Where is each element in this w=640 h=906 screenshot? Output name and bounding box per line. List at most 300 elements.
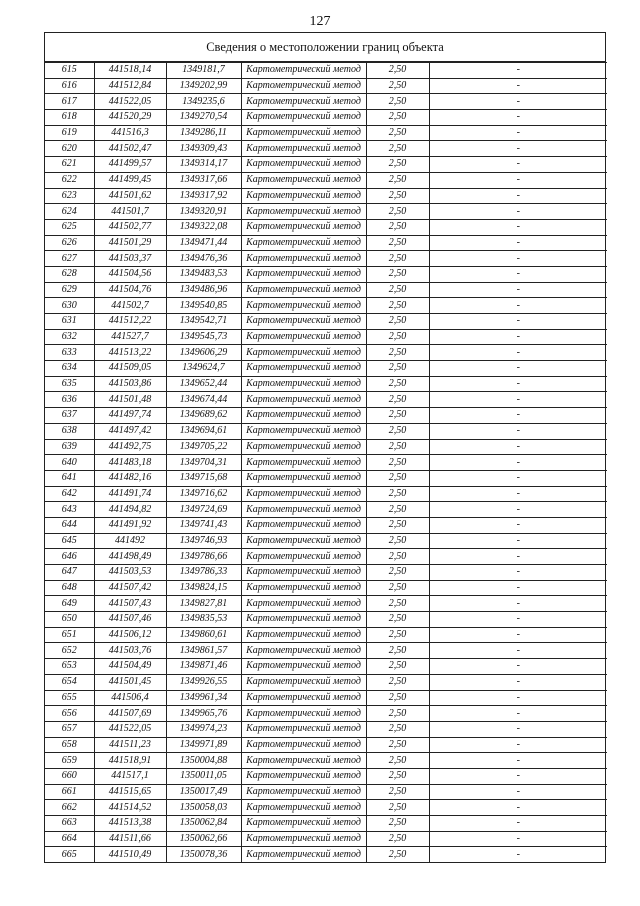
point-number-cell: 619	[45, 125, 94, 141]
x-coordinate-cell: 441501,7	[94, 204, 166, 220]
x-coordinate-cell: 441504,76	[94, 282, 166, 298]
method-cell: Картометрический метод	[241, 659, 366, 675]
y-coordinate-cell: 1350078,36	[166, 847, 241, 862]
method-cell: Картометрический метод	[241, 784, 366, 800]
point-number-cell: 664	[45, 831, 94, 847]
table-row	[45, 470, 607, 486]
y-coordinate-cell: 1349835,53	[166, 612, 241, 628]
method-cell: Картометрический метод	[241, 392, 366, 408]
method-cell: Картометрический метод	[241, 847, 366, 862]
description-cell: -	[429, 376, 607, 392]
description-cell: -	[429, 580, 607, 596]
method-cell: Картометрический метод	[241, 110, 366, 126]
point-number-cell: 643	[45, 502, 94, 518]
method-cell: Картометрический метод	[241, 423, 366, 439]
method-cell: Картометрический метод	[241, 314, 366, 330]
x-coordinate-cell: 441527,7	[94, 329, 166, 345]
description-cell: -	[429, 141, 607, 157]
accuracy-cell: 2,50	[366, 596, 429, 612]
table-row	[45, 612, 607, 628]
point-number-cell: 637	[45, 408, 94, 424]
accuracy-cell: 2,50	[366, 439, 429, 455]
accuracy-cell: 2,50	[366, 706, 429, 722]
table-row	[45, 314, 607, 330]
accuracy-cell: 2,50	[366, 674, 429, 690]
accuracy-cell: 2,50	[366, 251, 429, 267]
accuracy-cell: 2,50	[366, 455, 429, 471]
y-coordinate-cell: 1349624,7	[166, 361, 241, 377]
x-coordinate-cell: 441507,42	[94, 580, 166, 596]
description-cell: -	[429, 439, 607, 455]
table-row	[45, 266, 607, 282]
table-row	[45, 392, 607, 408]
method-cell: Картометрический метод	[241, 580, 366, 596]
point-number-cell: 621	[45, 157, 94, 173]
table-row	[45, 847, 607, 862]
point-number-cell: 653	[45, 659, 94, 675]
y-coordinate-cell: 1350058,03	[166, 800, 241, 816]
y-coordinate-cell: 1349286,11	[166, 125, 241, 141]
table-row	[45, 502, 607, 518]
point-number-cell: 651	[45, 627, 94, 643]
x-coordinate-cell: 441511,66	[94, 831, 166, 847]
x-coordinate-cell: 441502,47	[94, 141, 166, 157]
y-coordinate-cell: 1349320,91	[166, 204, 241, 220]
x-coordinate-cell: 441501,48	[94, 392, 166, 408]
accuracy-cell: 2,50	[366, 768, 429, 784]
boundary-table-frame	[44, 32, 606, 863]
accuracy-cell: 2,50	[366, 690, 429, 706]
accuracy-cell: 2,50	[366, 643, 429, 659]
accuracy-cell: 2,50	[366, 141, 429, 157]
x-coordinate-cell: 441483,18	[94, 455, 166, 471]
point-number-cell: 638	[45, 423, 94, 439]
point-number-cell: 645	[45, 533, 94, 549]
description-cell: -	[429, 517, 607, 533]
y-coordinate-cell: 1349317,66	[166, 172, 241, 188]
accuracy-cell: 2,50	[366, 784, 429, 800]
description-cell: -	[429, 706, 607, 722]
accuracy-cell: 2,50	[366, 172, 429, 188]
description-cell: -	[429, 110, 607, 126]
y-coordinate-cell: 1349542,71	[166, 314, 241, 330]
y-coordinate-cell: 1349746,93	[166, 533, 241, 549]
accuracy-cell: 2,50	[366, 408, 429, 424]
y-coordinate-cell: 1349827,81	[166, 596, 241, 612]
y-coordinate-cell: 1349540,85	[166, 298, 241, 314]
description-cell: -	[429, 455, 607, 471]
table-row	[45, 784, 607, 800]
description-cell: -	[429, 172, 607, 188]
description-cell: -	[429, 753, 607, 769]
method-cell: Картометрический метод	[241, 612, 366, 628]
description-cell: -	[429, 329, 607, 345]
x-coordinate-cell: 441513,38	[94, 816, 166, 832]
table-row	[45, 659, 607, 675]
x-coordinate-cell: 441499,57	[94, 157, 166, 173]
y-coordinate-cell: 1349724,69	[166, 502, 241, 518]
x-coordinate-cell: 441501,45	[94, 674, 166, 690]
point-number-cell: 649	[45, 596, 94, 612]
accuracy-cell: 2,50	[366, 470, 429, 486]
method-cell: Картометрический метод	[241, 706, 366, 722]
table-row	[45, 110, 607, 126]
y-coordinate-cell: 1349786,66	[166, 549, 241, 565]
point-number-cell: 632	[45, 329, 94, 345]
method-cell: Картометрический метод	[241, 674, 366, 690]
description-cell: -	[429, 831, 607, 847]
description-cell: -	[429, 470, 607, 486]
x-coordinate-cell: 441507,46	[94, 612, 166, 628]
point-number-cell: 624	[45, 204, 94, 220]
table-row	[45, 643, 607, 659]
table-row	[45, 251, 607, 267]
x-coordinate-cell: 441501,62	[94, 188, 166, 204]
point-number-cell: 633	[45, 345, 94, 361]
method-cell: Картометрический метод	[241, 63, 366, 79]
y-coordinate-cell: 1349871,46	[166, 659, 241, 675]
y-coordinate-cell: 1349202,99	[166, 78, 241, 94]
accuracy-cell: 2,50	[366, 502, 429, 518]
table-row	[45, 674, 607, 690]
x-coordinate-cell: 441518,91	[94, 753, 166, 769]
x-coordinate-cell: 441518,14	[94, 63, 166, 79]
method-cell: Картометрический метод	[241, 643, 366, 659]
description-cell: -	[429, 486, 607, 502]
description-cell: -	[429, 596, 607, 612]
y-coordinate-cell: 1349961,34	[166, 690, 241, 706]
point-number-cell: 629	[45, 282, 94, 298]
x-coordinate-cell: 441502,7	[94, 298, 166, 314]
point-number-cell: 623	[45, 188, 94, 204]
y-coordinate-cell: 1349309,43	[166, 141, 241, 157]
method-cell: Картометрический метод	[241, 753, 366, 769]
method-cell: Картометрический метод	[241, 219, 366, 235]
x-coordinate-cell: 441512,84	[94, 78, 166, 94]
x-coordinate-cell: 441482,16	[94, 470, 166, 486]
method-cell: Картометрический метод	[241, 329, 366, 345]
point-number-cell: 620	[45, 141, 94, 157]
description-cell: -	[429, 219, 607, 235]
table-row	[45, 690, 607, 706]
y-coordinate-cell: 1349860,61	[166, 627, 241, 643]
y-coordinate-cell: 1349786,33	[166, 565, 241, 581]
description-cell: -	[429, 847, 607, 862]
x-coordinate-cell: 441517,1	[94, 768, 166, 784]
method-cell: Картометрический метод	[241, 549, 366, 565]
accuracy-cell: 2,50	[366, 486, 429, 502]
description-cell: -	[429, 612, 607, 628]
y-coordinate-cell: 1349270,54	[166, 110, 241, 126]
accuracy-cell: 2,50	[366, 94, 429, 110]
point-number-cell: 657	[45, 721, 94, 737]
description-cell: -	[429, 643, 607, 659]
method-cell: Картометрический метод	[241, 78, 366, 94]
x-coordinate-cell: 441516,3	[94, 125, 166, 141]
y-coordinate-cell: 1349926,55	[166, 674, 241, 690]
point-number-cell: 647	[45, 565, 94, 581]
point-number-cell: 626	[45, 235, 94, 251]
method-cell: Картометрический метод	[241, 565, 366, 581]
y-coordinate-cell: 1349322,08	[166, 219, 241, 235]
x-coordinate-cell: 441507,43	[94, 596, 166, 612]
table-row	[45, 298, 607, 314]
description-cell: -	[429, 721, 607, 737]
accuracy-cell: 2,50	[366, 737, 429, 753]
table-row	[45, 439, 607, 455]
point-number-cell: 641	[45, 470, 94, 486]
point-number-cell: 617	[45, 94, 94, 110]
y-coordinate-cell: 1349704,31	[166, 455, 241, 471]
point-number-cell: 615	[45, 63, 94, 79]
x-coordinate-cell: 441503,53	[94, 565, 166, 581]
table-title: Сведения о местоположении границ объекта	[45, 33, 605, 62]
y-coordinate-cell: 1349181,7	[166, 63, 241, 79]
accuracy-cell: 2,50	[366, 721, 429, 737]
table-row	[45, 517, 607, 533]
point-number-cell: 636	[45, 392, 94, 408]
table-row	[45, 768, 607, 784]
description-cell: -	[429, 345, 607, 361]
x-coordinate-cell: 441492,75	[94, 439, 166, 455]
y-coordinate-cell: 1349705,22	[166, 439, 241, 455]
table-row	[45, 486, 607, 502]
y-coordinate-cell: 1349694,61	[166, 423, 241, 439]
method-cell: Картометрический метод	[241, 831, 366, 847]
x-coordinate-cell: 441512,22	[94, 314, 166, 330]
accuracy-cell: 2,50	[366, 329, 429, 345]
table-row	[45, 455, 607, 471]
x-coordinate-cell: 441491,92	[94, 517, 166, 533]
accuracy-cell: 2,50	[366, 580, 429, 596]
point-number-cell: 659	[45, 753, 94, 769]
page-number: 127	[309, 14, 331, 29]
accuracy-cell: 2,50	[366, 423, 429, 439]
table-row	[45, 345, 607, 361]
y-coordinate-cell: 1349317,92	[166, 188, 241, 204]
y-coordinate-cell: 1349652,44	[166, 376, 241, 392]
point-number-cell: 661	[45, 784, 94, 800]
table-row	[45, 78, 607, 94]
description-cell: -	[429, 423, 607, 439]
description-cell: -	[429, 188, 607, 204]
accuracy-cell: 2,50	[366, 517, 429, 533]
description-cell: -	[429, 282, 607, 298]
accuracy-cell: 2,50	[366, 533, 429, 549]
table-row	[45, 408, 607, 424]
point-number-cell: 627	[45, 251, 94, 267]
method-cell: Картометрический метод	[241, 816, 366, 832]
accuracy-cell: 2,50	[366, 204, 429, 220]
accuracy-cell: 2,50	[366, 63, 429, 79]
method-cell: Картометрический метод	[241, 408, 366, 424]
y-coordinate-cell: 1350004,88	[166, 753, 241, 769]
point-number-cell: 618	[45, 110, 94, 126]
x-coordinate-cell: 441492	[94, 533, 166, 549]
description-cell: -	[429, 298, 607, 314]
method-cell: Картометрический метод	[241, 737, 366, 753]
table-row	[45, 533, 607, 549]
table-row	[45, 94, 607, 110]
point-number-cell: 616	[45, 78, 94, 94]
method-cell: Картометрический метод	[241, 376, 366, 392]
y-coordinate-cell: 1349971,89	[166, 737, 241, 753]
x-coordinate-cell: 441498,49	[94, 549, 166, 565]
description-cell: -	[429, 690, 607, 706]
table-row	[45, 721, 607, 737]
x-coordinate-cell: 441509,05	[94, 361, 166, 377]
method-cell: Картометрический метод	[241, 172, 366, 188]
point-number-cell: 648	[45, 580, 94, 596]
x-coordinate-cell: 441522,05	[94, 721, 166, 737]
accuracy-cell: 2,50	[366, 659, 429, 675]
accuracy-cell: 2,50	[366, 612, 429, 628]
table-row	[45, 235, 607, 251]
method-cell: Картометрический метод	[241, 266, 366, 282]
description-cell: -	[429, 235, 607, 251]
point-number-cell: 631	[45, 314, 94, 330]
point-number-cell: 635	[45, 376, 94, 392]
method-cell: Картометрический метод	[241, 157, 366, 173]
point-number-cell: 622	[45, 172, 94, 188]
accuracy-cell: 2,50	[366, 800, 429, 816]
description-cell: -	[429, 502, 607, 518]
accuracy-cell: 2,50	[366, 345, 429, 361]
table-row	[45, 753, 607, 769]
y-coordinate-cell: 1349483,53	[166, 266, 241, 282]
method-cell: Картометрический метод	[241, 486, 366, 502]
x-coordinate-cell: 441506,4	[94, 690, 166, 706]
table-row	[45, 329, 607, 345]
table-row	[45, 63, 607, 79]
table-row	[45, 282, 607, 298]
x-coordinate-cell: 441503,76	[94, 643, 166, 659]
table-row	[45, 627, 607, 643]
description-cell: -	[429, 266, 607, 282]
x-coordinate-cell: 441501,29	[94, 235, 166, 251]
point-number-cell: 628	[45, 266, 94, 282]
table-row	[45, 565, 607, 581]
accuracy-cell: 2,50	[366, 831, 429, 847]
accuracy-cell: 2,50	[366, 125, 429, 141]
method-cell: Картометрический метод	[241, 251, 366, 267]
description-cell: -	[429, 63, 607, 79]
table-row	[45, 706, 607, 722]
accuracy-cell: 2,50	[366, 753, 429, 769]
description-cell: -	[429, 800, 607, 816]
method-cell: Картометрический метод	[241, 439, 366, 455]
description-cell: -	[429, 659, 607, 675]
description-cell: -	[429, 674, 607, 690]
accuracy-cell: 2,50	[366, 549, 429, 565]
accuracy-cell: 2,50	[366, 282, 429, 298]
y-coordinate-cell: 1350011,05	[166, 768, 241, 784]
accuracy-cell: 2,50	[366, 816, 429, 832]
method-cell: Картометрический метод	[241, 721, 366, 737]
table-row	[45, 596, 607, 612]
method-cell: Картометрический метод	[241, 235, 366, 251]
description-cell: -	[429, 392, 607, 408]
table-row	[45, 580, 607, 596]
y-coordinate-cell: 1349965,76	[166, 706, 241, 722]
x-coordinate-cell: 441504,56	[94, 266, 166, 282]
x-coordinate-cell: 441522,05	[94, 94, 166, 110]
accuracy-cell: 2,50	[366, 376, 429, 392]
method-cell: Картометрический метод	[241, 298, 366, 314]
method-cell: Картометрический метод	[241, 204, 366, 220]
description-cell: -	[429, 565, 607, 581]
x-coordinate-cell: 441491,74	[94, 486, 166, 502]
point-number-cell: 642	[45, 486, 94, 502]
method-cell: Картометрический метод	[241, 502, 366, 518]
description-cell: -	[429, 251, 607, 267]
description-cell: -	[429, 768, 607, 784]
method-cell: Картометрический метод	[241, 768, 366, 784]
accuracy-cell: 2,50	[366, 235, 429, 251]
description-cell: -	[429, 94, 607, 110]
y-coordinate-cell: 1349689,62	[166, 408, 241, 424]
y-coordinate-cell: 1349741,43	[166, 517, 241, 533]
table-row	[45, 376, 607, 392]
y-coordinate-cell: 1349674,44	[166, 392, 241, 408]
point-number-cell: 658	[45, 737, 94, 753]
x-coordinate-cell: 441514,52	[94, 800, 166, 816]
x-coordinate-cell: 441520,29	[94, 110, 166, 126]
table-row	[45, 125, 607, 141]
description-cell: -	[429, 361, 607, 377]
table-row	[45, 737, 607, 753]
table-row	[45, 549, 607, 565]
method-cell: Картометрический метод	[241, 141, 366, 157]
method-cell: Картометрический метод	[241, 627, 366, 643]
x-coordinate-cell: 441503,37	[94, 251, 166, 267]
description-cell: -	[429, 204, 607, 220]
table-row	[45, 204, 607, 220]
table-row	[45, 141, 607, 157]
y-coordinate-cell: 1349606,29	[166, 345, 241, 361]
table-body	[45, 63, 607, 863]
point-number-cell: 644	[45, 517, 94, 533]
accuracy-cell: 2,50	[366, 565, 429, 581]
point-number-cell: 652	[45, 643, 94, 659]
point-number-cell: 630	[45, 298, 94, 314]
table-row	[45, 423, 607, 439]
y-coordinate-cell: 1349486,96	[166, 282, 241, 298]
table-row	[45, 361, 607, 377]
accuracy-cell: 2,50	[366, 627, 429, 643]
x-coordinate-cell: 441511,23	[94, 737, 166, 753]
method-cell: Картометрический метод	[241, 94, 366, 110]
description-cell: -	[429, 125, 607, 141]
method-cell: Картометрический метод	[241, 345, 366, 361]
point-number-cell: 625	[45, 219, 94, 235]
x-coordinate-cell: 441497,42	[94, 423, 166, 439]
point-number-cell: 646	[45, 549, 94, 565]
accuracy-cell: 2,50	[366, 847, 429, 862]
method-cell: Картометрический метод	[241, 470, 366, 486]
y-coordinate-cell: 1349471,44	[166, 235, 241, 251]
method-cell: Картометрический метод	[241, 690, 366, 706]
point-number-cell: 650	[45, 612, 94, 628]
point-number-cell: 656	[45, 706, 94, 722]
x-coordinate-cell: 441499,45	[94, 172, 166, 188]
table-row	[45, 157, 607, 173]
method-cell: Картометрический метод	[241, 596, 366, 612]
y-coordinate-cell: 1350062,84	[166, 816, 241, 832]
accuracy-cell: 2,50	[366, 392, 429, 408]
table-row	[45, 219, 607, 235]
method-cell: Картометрический метод	[241, 800, 366, 816]
